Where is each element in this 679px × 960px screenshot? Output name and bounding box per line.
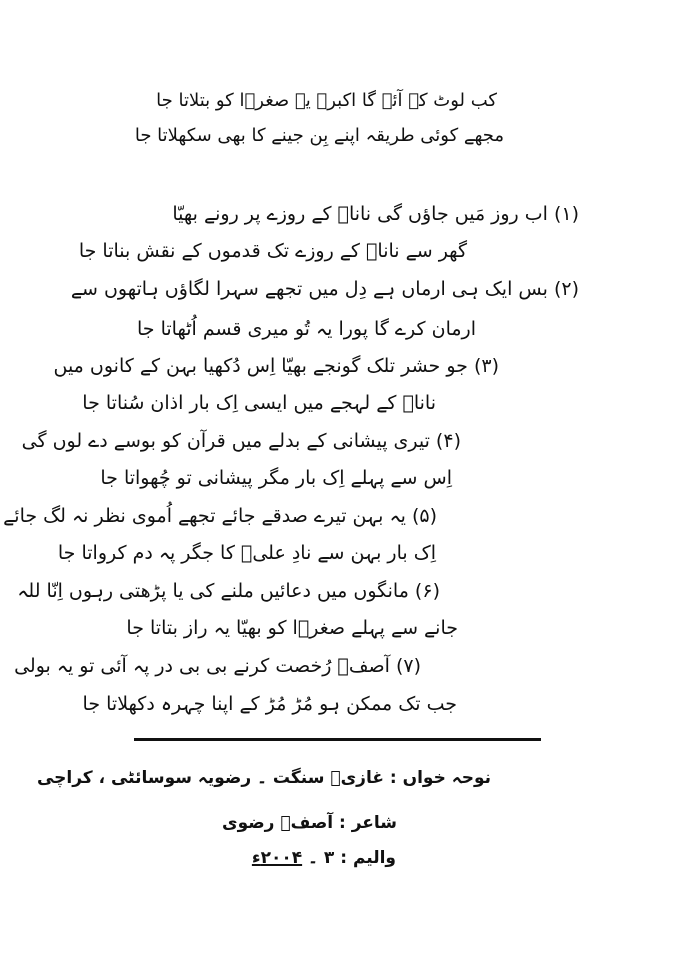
stanza-3-line-1: (۳) جو حشر تلک گونجے بھیّا اِس دُکھیا بہن کے کانوں میں (53, 355, 499, 377)
stanza-1-line-1: (۱) اب روز مَیں جاؤں گی ناناؐ کے روزے پر رونے بھیّا (172, 203, 579, 225)
stanza-5-line-1: (۵) یہ بہن تیرے صدقے جائے تجھے اُموی نظر نہ لگ جائے (3, 505, 437, 527)
stanza-1-line-2: گھر سے ناناؐ کے روزے تک قدموں کے نقش بناتا جا (78, 240, 467, 262)
stanza-7-line-1: (۷) آصفؔ رُخصت کرنے بی بی در پہ آئی تو یہ بولی (14, 655, 421, 677)
chorus-line-2: مجھے کوئی طریقہ اپنے بِن جینے کا بھی سکھلاتا جا (134, 125, 504, 146)
stanza-7-line-2: جب تک ممکن ہو مُڑ مُڑ کے اپنا چہرہ دکھلاتا جا (82, 693, 457, 715)
stanza-2-line-1: (۲) بس ایک ہی ارماں ہے دِل میں تجھے سہرا لگاؤں ہاتھوں سے (70, 278, 579, 300)
stanza-6-line-1: (۶) مانگوں میں دعائیں ملنے کی یا پڑھتی رہوں اِنّا للہ (17, 580, 440, 602)
chorus-line-1: کب لوٹ کے آئے گا اکبرؑ یہ صغرؑا کو بتلاتا جا (156, 90, 497, 111)
stanza-4-line-1: (۴) تیری پیشانی کے بدلے میں قرآن کو بوسے دے لوں گی (21, 430, 461, 452)
stanza-2-line-2: ارمان کرے گا پورا یہ تُو میری قسم اُٹھاتا جا (137, 318, 476, 340)
poet-credit: شاعر : آصفؔ رضوی (222, 813, 397, 833)
reciter-credit: نوحہ خواں : غازیؑ سنگت ۔ رضویہ سوسائٹی ، کراچی (36, 768, 491, 788)
volume-label: والیم : ۳ ۔ (302, 848, 396, 868)
volume-year: ۲۰۰۴ء (251, 848, 303, 868)
divider-rule (134, 738, 541, 741)
stanza-3-line-2: ناناؐ کے لہجے میں ایسی اِک بار اذان سُناتا جا (82, 392, 436, 414)
volume-credit (252, 850, 396, 867)
stanza-6-line-2: جانے سے پہلے صغرؑا کو بھیّا یہ راز بتاتا جا (126, 617, 458, 639)
stanza-5-line-2: اِک بار بہن سے نادِ علیؑ کا جگر پہ دم کرواتا جا (57, 542, 436, 564)
stanza-4-line-2: اِس سے پہلے اِک بار مگر پیشانی تو چُھواتا جا (100, 467, 452, 489)
